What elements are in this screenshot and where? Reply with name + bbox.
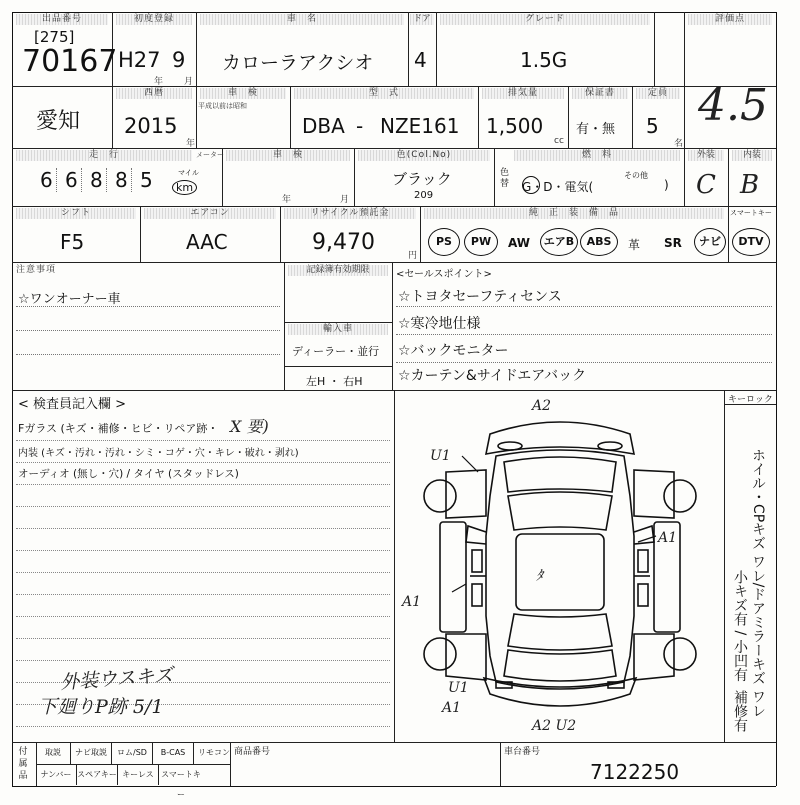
audio-line: オーディオ (無し・穴) / タイヤ (スタッドレス) <box>18 468 239 480</box>
glass-mark: X 要) <box>230 417 269 436</box>
displacement-label: 排気量 <box>482 88 564 99</box>
record-label: 記録簿有効期限 <box>288 265 388 276</box>
equip-sr: SR <box>664 236 682 250</box>
chassis-number: 7122250 <box>590 760 680 784</box>
handle-value: 左H ・ 右H <box>306 375 363 388</box>
mark-a1-bottom: A1 <box>442 700 462 716</box>
sales-label: <セールスポイント> <box>396 269 492 280</box>
recycle-value: 9,470 <box>312 230 375 255</box>
mileage-digit: 8 <box>115 168 132 192</box>
year-value: 2015 <box>124 114 178 138</box>
footer-item: 取説 <box>36 742 71 764</box>
shift-label: シフト <box>16 208 136 219</box>
shouhin-label: 商品番号 <box>234 747 271 757</box>
mileage-digit: 8 <box>90 168 107 192</box>
mark-u1-bottom: U1 <box>448 680 469 696</box>
type-dash: - <box>356 114 364 138</box>
footer-col-label-1: 付 <box>18 747 28 757</box>
import-label: 輸入車 <box>288 324 388 335</box>
first-reg-label: 初度登録 <box>116 14 192 25</box>
inspection-note: 平成以前は昭和 <box>198 102 247 110</box>
glass-line: Fガラス (キズ・補修・ヒビ・リペア跡・ <box>18 422 219 435</box>
inspection-label: < 検査員記入欄 > <box>18 397 127 412</box>
score-label: 評価点 <box>688 14 772 25</box>
mileage-unit-top: マイル <box>178 169 199 177</box>
equip-abs: ABS <box>580 228 618 256</box>
equipment-label: 純 正 装 備 品 <box>424 208 724 219</box>
equip-aw: AW <box>508 236 530 250</box>
footer-item: B-CAS <box>153 742 194 764</box>
grade-label: グレード <box>440 14 650 25</box>
interior-line: 内装 (キズ・汚れ・汚れ・シミ・コゲ・穴・キレ・破れ・剥れ) <box>18 448 299 459</box>
equip-airbag: エアB <box>540 228 578 256</box>
exterior-label: 外装 <box>688 150 724 161</box>
first-reg-era: H27 <box>118 48 161 72</box>
mileage-label: 走 行 <box>16 150 192 161</box>
mark-a2u2-bottom: A2 U2 <box>532 718 577 734</box>
footer-row-1 <box>36 742 234 764</box>
mileage-digits <box>40 168 156 192</box>
import-value: ディーラー・並行 <box>292 345 380 358</box>
lot-number: 70167 <box>22 44 118 79</box>
type-label: 型 式 <box>294 88 474 99</box>
first-reg-month: 9 <box>172 48 186 72</box>
model-name: カローラアクシオ <box>222 52 374 74</box>
shaken-month: 月 <box>340 195 350 205</box>
doors-value: 4 <box>414 48 427 72</box>
sales-point: ☆トヨタセーフティセンス <box>398 289 562 305</box>
month-mark: 月 <box>184 77 194 87</box>
equip-dtv: DTV <box>732 228 770 256</box>
color-change-label: 色替 <box>500 168 510 189</box>
color-value: ブラック <box>392 170 452 188</box>
lot-bracket: [275] <box>34 28 75 46</box>
sales-point: ☆カーテン&サイドエアバック <box>398 368 587 384</box>
tax-value: 有・無 <box>576 122 616 137</box>
year-label: 西暦 <box>116 88 192 99</box>
shift-value: F5 <box>60 230 85 254</box>
type-prefix: DBA <box>302 114 345 138</box>
side-text-1: ホイル・CPキズ ワレ/ドアミラーキズ ワレ <box>750 448 766 718</box>
fuel-close: ) <box>664 178 669 192</box>
tax-label: 保証書 <box>572 88 628 99</box>
footer-item: スペアキー <box>77 765 118 785</box>
footer-item: ナビ取説 <box>71 742 112 764</box>
footer-item: ナンバー <box>36 765 77 785</box>
sales-point: ☆寒冷地仕様 <box>398 316 481 332</box>
recycle-unit: 円 <box>408 251 418 261</box>
cc-unit: cc <box>554 136 564 146</box>
lot-label: 出品番号 <box>16 14 108 25</box>
displacement-value: 1,500 <box>486 114 544 138</box>
capacity-label: 定員 <box>636 88 680 99</box>
caution-line-1: ☆ワンオーナー車 <box>18 292 121 307</box>
shaken-label: 車 検 <box>226 150 350 161</box>
car-diagram <box>400 396 720 740</box>
equip-ps: PS <box>428 228 460 256</box>
mileage-digit: 6 <box>65 168 82 192</box>
sales-point: ☆バックモニター <box>398 343 509 359</box>
recycle-label: リサイクル預託金 <box>284 208 416 219</box>
score-value: 4.5 <box>698 80 768 131</box>
footer-row-2 <box>36 765 203 799</box>
fuel-label: 燃 料 <box>514 150 680 161</box>
fuel-value: G・D・電気( <box>522 180 594 194</box>
mark-u1-left: U1 <box>430 448 451 464</box>
caution-label: 注意事項 <box>16 265 57 275</box>
year-unit: 年 <box>186 139 196 149</box>
footer-col-label-3: 品 <box>18 771 28 781</box>
keylock-label: キーロック <box>728 395 773 405</box>
hand-note-2: 下廻りP跡 5/1 <box>38 696 164 718</box>
interior-value: B <box>740 170 760 200</box>
interior-label: 内装 <box>732 150 772 161</box>
smart-key-label: スマートキー <box>730 209 772 217</box>
grade-value: 1.5G <box>520 48 568 72</box>
mileage-digit: 5 <box>140 168 153 192</box>
side-text-3: 補修有 <box>732 690 748 732</box>
region: 愛知 <box>36 109 81 134</box>
footer-item: ロム/SD <box>112 742 153 764</box>
doors-label: ドア <box>410 14 434 25</box>
footer-item: リモコン <box>198 748 230 757</box>
side-text-2: 小キズ有 / 小凹有 <box>732 570 748 682</box>
mark-a1-right: A1 <box>658 530 678 546</box>
fuel-circle-g <box>522 176 540 194</box>
hand-note-1: 外装ウスキズ <box>59 664 174 694</box>
capacity-unit: 名 <box>674 139 684 149</box>
ac-value: AAC <box>186 230 228 254</box>
color-code: 209 <box>414 190 434 201</box>
type-code: NZE161 <box>380 114 460 138</box>
color-label: 色(Col.No) <box>358 150 490 161</box>
ac-label: エアコン <box>144 208 276 219</box>
capacity-value: 5 <box>646 114 659 138</box>
equip-leather: 革 <box>628 238 641 252</box>
footer-item: キーレス <box>118 765 159 785</box>
mileage-digit: 6 <box>40 168 57 192</box>
model-label: 車 名 <box>200 14 404 25</box>
inspection-label: 車 検 <box>200 88 286 99</box>
equip-pw: PW <box>464 228 498 256</box>
exterior-value: C <box>696 170 716 200</box>
mark-a2-top: A2 <box>532 398 552 414</box>
mark-center: ﾀ <box>536 568 543 584</box>
mark-a1-left: A1 <box>402 594 422 610</box>
footer-col-label <box>16 746 30 782</box>
fuel-other: その他 <box>624 171 648 180</box>
footer-col-label-2: 属 <box>18 759 28 769</box>
mileage-note: メーター <box>196 151 224 159</box>
chassis-label: 車台番号 <box>504 747 541 757</box>
footer-item: スマートキー <box>161 770 201 799</box>
shaken-year: 年 <box>282 195 292 205</box>
year-mark: 年 <box>154 77 164 87</box>
mileage-unit: km <box>172 180 197 195</box>
equip-navi: ナビ <box>694 228 726 256</box>
